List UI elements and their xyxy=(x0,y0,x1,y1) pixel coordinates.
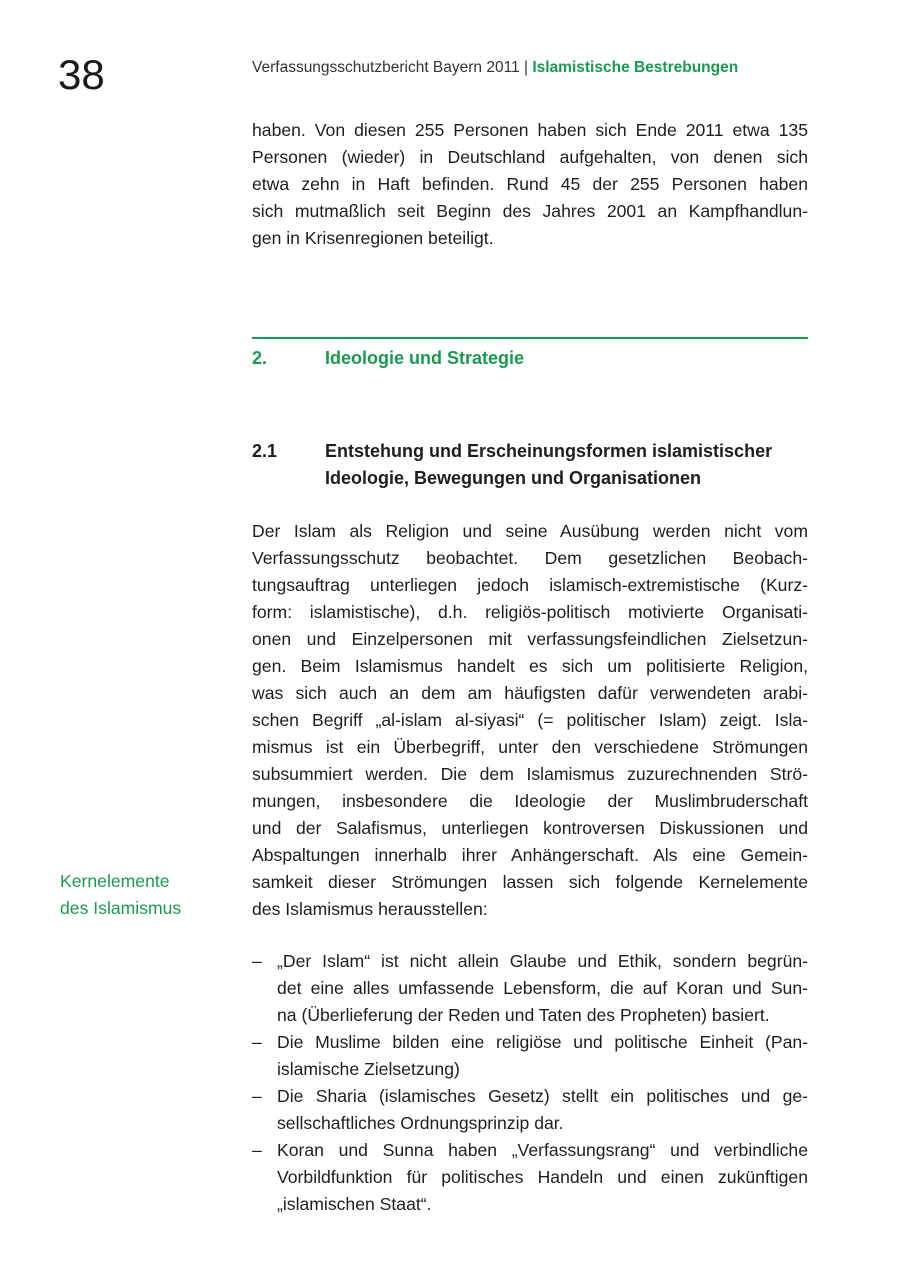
text-line: Personen (wieder) in Deutschland aufgehalten, von denen sich xyxy=(252,147,808,167)
dash-bullet: – xyxy=(252,1140,262,1160)
text-line: gen in Krisenregionen beteiligt. xyxy=(252,228,494,248)
text-line: sich mutmaßlich seit Beginn des Jahres 2001 an Kampfhandlun- xyxy=(252,201,808,221)
text-line: onen und Einzelpersonen mit verfassungsfeindlichen Zielsetzun- xyxy=(252,629,808,649)
text-line: Vorbildfunktion für politisches Handeln und einen zukünftigen xyxy=(277,1167,808,1187)
margin-note-line: des Islamismus xyxy=(60,898,182,918)
text-line: mungen, insbesondere die Ideologie der Muslimbruderschaft xyxy=(252,791,808,811)
text-line: und der Salafismus, unterliegen kontroversen Diskussionen und xyxy=(252,818,808,838)
list-item xyxy=(252,948,808,1029)
margin-note-line: Kernelemente xyxy=(60,871,170,891)
text-line: det eine alles umfassende Lebensform, die auf Koran und Sun- xyxy=(277,978,808,998)
subsection-heading xyxy=(252,438,808,492)
text-line: islamische Zielsetzung) xyxy=(277,1059,460,1079)
text-line: Verfassungsschutz beobachtet. Dem gesetzlichen Beobach- xyxy=(252,548,808,568)
text-line: „islamischen Staat“. xyxy=(277,1194,432,1214)
list-item xyxy=(252,1083,808,1137)
text-line: tungsauftrag unterliegen jedoch islamisch-extremistische (Kurz- xyxy=(252,575,808,595)
text-line: des Islamismus herausstellen: xyxy=(252,899,488,919)
text-line: Koran und Sunna haben „Verfassungsrang“ und verbindliche xyxy=(277,1140,808,1160)
text-line: Der Islam als Religion und seine Ausübung werden nicht vom xyxy=(252,521,808,541)
intro-paragraph xyxy=(252,117,808,252)
section-title-text: Ideologie und Strategie xyxy=(325,348,525,368)
text-line: schen Begriff „al-islam al-siyasi“ (= politischer Islam) zeigt. Isla- xyxy=(252,710,808,730)
section-number: 2. xyxy=(252,348,268,368)
list-item xyxy=(252,1029,808,1083)
text-line: „Der Islam“ ist nicht allein Glaube und Ethik, sondern begrün- xyxy=(277,951,808,971)
dash-bullet: – xyxy=(252,951,262,971)
report-title: Verfassungsschutzbericht Bayern 2011 | xyxy=(252,59,533,76)
section-title: Islamistische Bestrebungen xyxy=(532,59,739,76)
text-line: na (Überlieferung der Reden und Taten des Propheten) basiert. xyxy=(277,1005,770,1025)
running-header xyxy=(252,58,738,78)
text-line: Abspaltungen innerhalb ihrer Anhängerschaft. Als eine Gemein- xyxy=(252,845,808,865)
text-line: subsummiert werden. Die dem Islamismus zuzurechnenden Strö- xyxy=(252,764,808,784)
list-item xyxy=(252,1137,808,1218)
text-line: Die Muslime bilden eine religiöse und politische Einheit (Pan- xyxy=(277,1032,808,1052)
subsection-number: 2.1 xyxy=(252,441,278,461)
subsection-title-line: Ideologie, Bewegungen und Organisationen xyxy=(325,468,702,488)
dash-bullet: – xyxy=(252,1086,262,1106)
text-line: samkeit dieser Strömungen lassen sich folgende Kernelemente xyxy=(252,872,808,892)
margin-note xyxy=(60,868,220,922)
text-line: etwa zehn in Haft befinden. Rund 45 der 255 Personen haben xyxy=(252,174,808,194)
dash-bullet: – xyxy=(252,1032,262,1052)
page-number: 38 xyxy=(58,51,105,98)
text-line: sellschaftliches Ordnungsprinzip dar. xyxy=(277,1113,564,1133)
text-line: Die Sharia (islamisches Gesetz) stellt ein politisches und ge- xyxy=(277,1086,808,1106)
text-line: form: islamistische), d.h. religiös-politisch motivierte Organisati- xyxy=(252,602,808,622)
text-line: mismus ist ein Überbegriff, unter den verschiedene Strömungen xyxy=(252,737,808,757)
text-line: was sich auch an dem am häufigsten dafür verwendeten arabi- xyxy=(252,683,808,703)
section-divider xyxy=(252,337,808,339)
kernelemente-list xyxy=(252,948,808,1218)
main-paragraph xyxy=(252,518,808,923)
text-line: haben. Von diesen 255 Personen haben sich Ende 2011 etwa 135 xyxy=(252,120,808,140)
subsection-title-line: Entstehung und Erscheinungsformen islamistischer xyxy=(325,441,773,461)
text-line: gen. Beim Islamismus handelt es sich um politisierte Religion, xyxy=(252,656,808,676)
